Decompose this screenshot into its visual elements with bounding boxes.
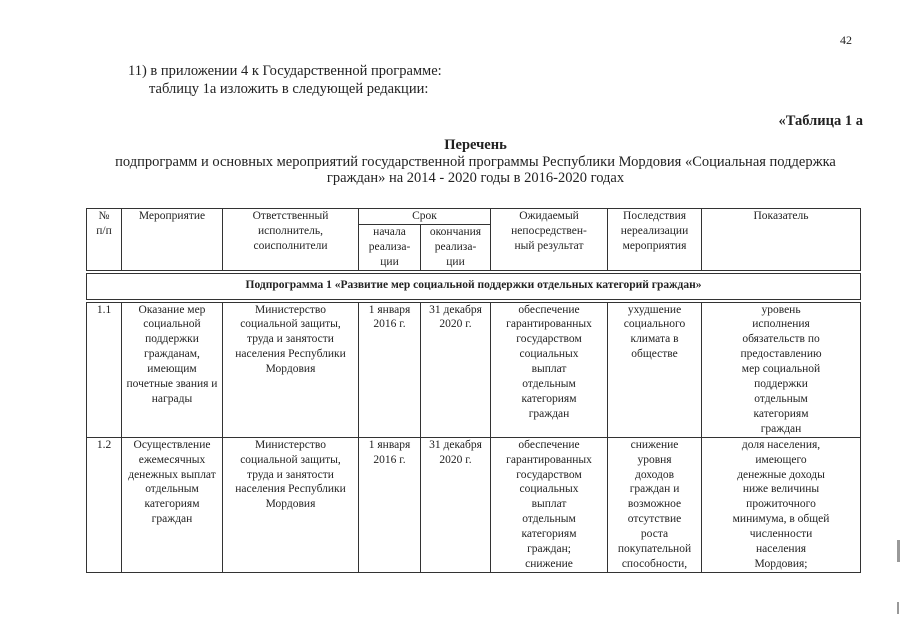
subprogram-title: Подпрограмма 1 «Развитие мер социальной поддержки отдельных категорий граждан» (87, 273, 861, 299)
events-table (86, 208, 861, 573)
scan-mark (897, 602, 899, 614)
table-label: «Таблица 1 а (778, 113, 863, 129)
page-number: 42 (840, 33, 852, 47)
row-num: 1.2 (87, 437, 122, 572)
title-line-2: граждан» на 2014 - 2020 годы в 2016-2020 годах (326, 170, 625, 186)
row-end: 31 декабря 2020 г. (421, 302, 491, 437)
header-num: № п/п (87, 209, 122, 271)
table-header-row (87, 209, 861, 225)
row-result: обеспечение гарантированных государством социальных выплат отдельным категориям граждан; снижение (491, 437, 608, 572)
header-indicator: Показатель (702, 209, 861, 271)
document-title (82, 137, 869, 186)
intro-line-2: таблицу 1а изложить в следующей редакции: (149, 81, 429, 97)
table-row (87, 437, 861, 572)
row-responsible: Министерство социальной защиты, труда и занятости населения Республики Мордовия (223, 302, 359, 437)
row-start: 1 января 2016 г. (359, 302, 421, 437)
header-consequences: Последствия нереализации мероприятия (608, 209, 702, 271)
intro-line-1: 11) в приложении 4 к Государственной программе: (128, 63, 442, 79)
title-heading: Перечень (444, 137, 507, 153)
row-consequences: ухудшение социального климата в обществе (608, 302, 702, 437)
header-event: Мероприятие (122, 209, 223, 271)
row-event: Оказание мер социальной поддержки гражданам, имеющим почетные звания и награды (122, 302, 223, 437)
row-result: обеспечение гарантированных государством социальных выплат отдельным категориям граждан (491, 302, 608, 437)
header-result: Ожидаемый непосредствен- ный результат (491, 209, 608, 271)
header-responsible: Ответственный исполнитель, соисполнители (223, 209, 359, 271)
table-row (87, 302, 861, 437)
intro-text (128, 62, 442, 98)
row-indicator: доля населения, имеющего денежные доходы ниже величины прожиточного минимума, в общей численности населения Мордовия; (702, 437, 861, 572)
header-start: начала реализа- ции (359, 224, 421, 270)
header-end: окончания реализа- ции (421, 224, 491, 270)
subprogram-row (87, 273, 861, 299)
row-end: 31 декабря 2020 г. (421, 437, 491, 572)
row-start: 1 января 2016 г. (359, 437, 421, 572)
header-term: Срок (359, 209, 491, 225)
row-num: 1.1 (87, 302, 122, 437)
scan-mark (897, 540, 900, 562)
row-responsible: Министерство социальной защиты, труда и занятости населения Республики Мордовия (223, 437, 359, 572)
row-consequences: снижение уровня доходов граждан и возможное отсутствие роста покупательной способности, (608, 437, 702, 572)
row-indicator: уровень исполнения обязательств по предоставлению мер социальной поддержки отдельным категориям граждан (702, 302, 861, 437)
row-event: Осуществление ежемесячных денежных выплат отдельным категориям граждан (122, 437, 223, 572)
title-line-1: подпрограмм и основных мероприятий государственной программы Республики Мордовия «Социальная поддержка (115, 154, 836, 170)
